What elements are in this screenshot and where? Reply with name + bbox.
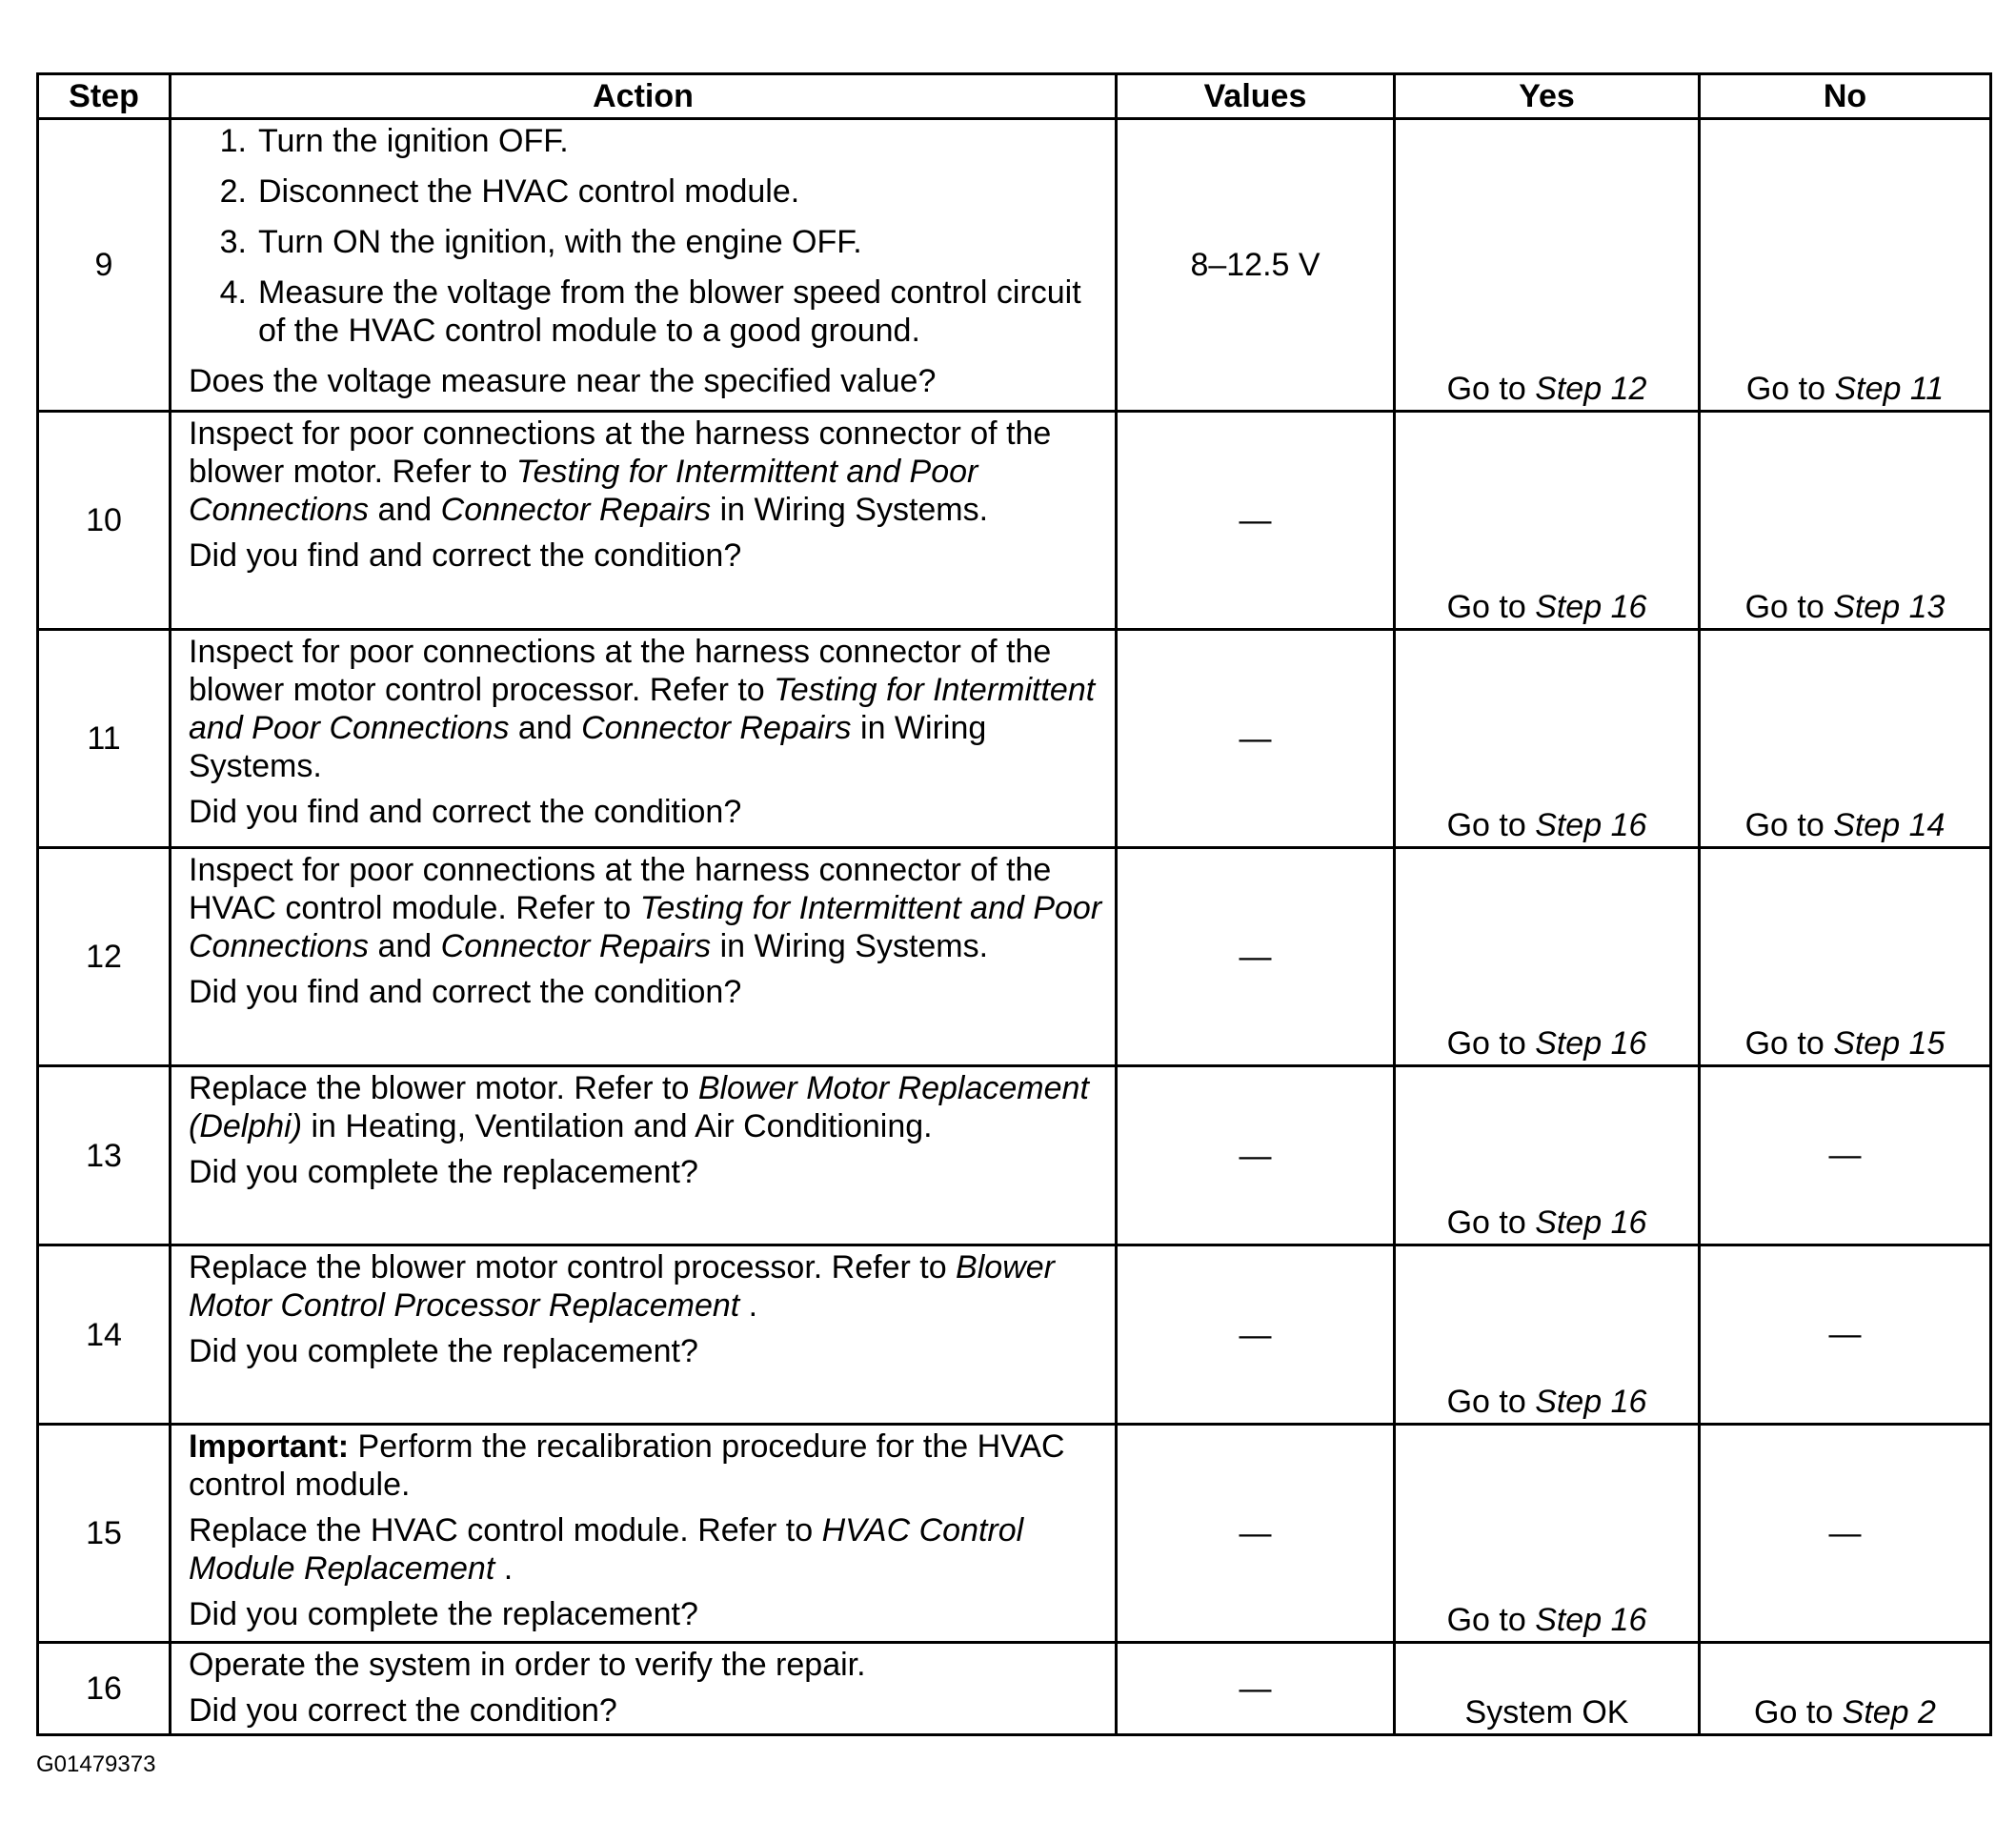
value-cell: —	[1117, 1245, 1395, 1425]
table-row	[38, 1643, 1991, 1735]
action-paragraph	[189, 1646, 1105, 1684]
action-question: Does the voltage measure near the specified value?	[189, 363, 937, 399]
nav-text: Go to	[1744, 807, 1834, 843]
action-cell	[171, 1245, 1117, 1425]
action-text: Replace the blower motor. Refer to	[189, 1070, 698, 1106]
value-cell: —	[1117, 1643, 1395, 1735]
table-row	[38, 412, 1991, 630]
reference-link[interactable]: Connector Repairs	[581, 710, 852, 746]
action-text: Perform the recalibration procedure for the HVAC control module.	[189, 1428, 1065, 1503]
no-cell	[1700, 412, 1991, 630]
nav-text: Go to	[1745, 371, 1835, 407]
action-text: Inspect for poor connections at the harness connector of the blower motor control processor. Refer to	[189, 634, 1052, 708]
action-question: Did you complete the replacement?	[189, 1154, 698, 1190]
table-row	[38, 848, 1991, 1066]
step-link[interactable]: Step 14	[1833, 807, 1945, 843]
reference-link[interactable]: Connector Repairs	[440, 928, 712, 964]
step-number: 11	[38, 630, 171, 848]
value-cell: —	[1117, 1425, 1395, 1643]
action-text: in Wiring Systems.	[711, 492, 989, 528]
nav-text: Go to	[1744, 589, 1834, 625]
table-row	[38, 119, 1991, 412]
yes-cell	[1395, 1245, 1700, 1425]
nav-text: Go to	[1744, 1025, 1834, 1062]
nav-text: Go to	[1446, 807, 1536, 843]
list-item	[189, 223, 1105, 261]
action-cell	[171, 1425, 1117, 1643]
yes-cell	[1395, 412, 1700, 630]
step-link[interactable]: Step 16	[1535, 1025, 1647, 1062]
value-cell: —	[1117, 630, 1395, 848]
action-text: .	[739, 1287, 758, 1324]
yes-cell	[1395, 1066, 1700, 1245]
nav-text: Go to	[1446, 1025, 1536, 1062]
action-cell	[171, 1066, 1117, 1245]
value-cell: —	[1117, 848, 1395, 1066]
action-cell	[171, 119, 1117, 412]
header-no: No	[1700, 74, 1991, 119]
list-item	[189, 172, 1105, 211]
table-row	[38, 1425, 1991, 1643]
action-cell	[171, 1643, 1117, 1735]
important-label: Important:	[189, 1428, 350, 1465]
list-number: 1.	[219, 123, 247, 159]
action-paragraph	[189, 1427, 1105, 1504]
reference-link[interactable]: Connector Repairs	[440, 492, 712, 528]
nav-text: Go to	[1446, 371, 1536, 407]
nav-text: —	[1828, 1514, 1862, 1551]
step-link[interactable]: Step 16	[1535, 1384, 1647, 1420]
table-row	[38, 630, 1991, 848]
diagnostic-table	[36, 72, 1992, 1736]
reference-link[interactable]: Testing for Intermittent and Poor Connections	[189, 454, 978, 528]
action-question: Did you complete the replacement?	[189, 1333, 698, 1369]
header-row	[38, 74, 1991, 119]
action-text: Replace the blower motor control processor. Refer to	[189, 1249, 957, 1285]
list-text: Measure the voltage from the blower speed control circuit of the HVAC control module to a good ground.	[258, 274, 1081, 349]
step-number: 9	[38, 119, 171, 412]
value-cell: 8–12.5 V	[1117, 119, 1395, 412]
step-number: 12	[38, 848, 171, 1066]
reference-link[interactable]: Testing for Intermittent and Poor Connections	[189, 890, 1102, 964]
action-text: Inspect for poor connections at the harness connector of the blower motor. Refer to	[189, 415, 1052, 490]
nav-text: Go to	[1446, 589, 1536, 625]
list-number: 3.	[219, 224, 247, 260]
header-step: Step	[38, 74, 171, 119]
table-row	[38, 1245, 1991, 1425]
yes-cell	[1395, 119, 1700, 412]
value-cell: —	[1117, 1066, 1395, 1245]
diagnostic-table-container	[36, 72, 1989, 1736]
nav-text: System OK	[1464, 1694, 1629, 1731]
no-cell	[1700, 630, 1991, 848]
yes-cell	[1395, 848, 1700, 1066]
action-text: in Wiring Systems.	[189, 710, 987, 784]
table-body	[38, 119, 1991, 1735]
action-question: Did you find and correct the condition?	[189, 794, 742, 830]
list-text: Disconnect the HVAC control module.	[258, 173, 800, 210]
step-link[interactable]: Step 2	[1842, 1694, 1936, 1731]
figure-id: G01479373	[36, 1751, 156, 1777]
nav-text: Go to	[1754, 1694, 1843, 1731]
no-cell	[1700, 1066, 1991, 1245]
header-action: Action	[171, 74, 1117, 119]
action-paragraph	[189, 1248, 1105, 1325]
action-text: .	[494, 1550, 514, 1587]
step-number: 14	[38, 1245, 171, 1425]
action-list	[189, 122, 1105, 350]
table-row	[38, 1066, 1991, 1245]
nav-text: Go to	[1446, 1602, 1536, 1638]
reference-link[interactable]: Blower Motor Replacement (Delphi)	[189, 1070, 1089, 1144]
step-number: 16	[38, 1643, 171, 1735]
action-question: Did you find and correct the condition?	[189, 537, 742, 574]
step-number: 10	[38, 412, 171, 630]
step-link[interactable]: Step 11	[1834, 371, 1945, 407]
list-number: 2.	[219, 173, 247, 210]
yes-cell	[1395, 1425, 1700, 1643]
action-text: in Wiring Systems.	[711, 928, 989, 964]
action-text: Replace the HVAC control module. Refer to	[189, 1512, 822, 1548]
step-link[interactable]: Step 16	[1535, 589, 1647, 625]
nav-text: —	[1828, 1137, 1862, 1173]
step-link[interactable]: Step 13	[1833, 589, 1945, 625]
nav-text: Go to	[1446, 1384, 1536, 1420]
no-cell	[1700, 1245, 1991, 1425]
list-item	[189, 122, 1105, 160]
reference-link[interactable]: HVAC Control Module Replacement	[189, 1512, 1024, 1587]
action-paragraph	[189, 851, 1105, 965]
no-cell	[1700, 119, 1991, 412]
action-text: and	[369, 928, 441, 964]
nav-text: Go to	[1446, 1204, 1536, 1241]
step-link[interactable]: Step 15	[1833, 1025, 1945, 1062]
step-link[interactable]: Step 16	[1535, 1204, 1647, 1241]
action-cell	[171, 848, 1117, 1066]
reference-link[interactable]: Testing for Intermittent and Poor Connections	[189, 672, 1096, 746]
action-cell	[171, 630, 1117, 848]
header-values: Values	[1117, 74, 1395, 119]
action-text: Inspect for poor connections at the harness connector of the HVAC control module. Refer to	[189, 852, 1052, 926]
no-cell	[1700, 848, 1991, 1066]
step-link[interactable]: Step 12	[1535, 371, 1647, 407]
yes-cell	[1395, 630, 1700, 848]
step-link[interactable]: Step 16	[1535, 1602, 1647, 1638]
action-text: in Heating, Ventilation and Air Conditioning.	[302, 1108, 933, 1144]
list-text: Turn the ignition OFF.	[258, 123, 569, 159]
header-yes: Yes	[1395, 74, 1700, 119]
step-number: 13	[38, 1066, 171, 1245]
step-number: 15	[38, 1425, 171, 1643]
action-cell	[171, 412, 1117, 630]
action-text: Operate the system in order to verify the repair.	[189, 1647, 866, 1683]
list-item	[189, 273, 1105, 350]
action-text: and	[369, 492, 441, 528]
nav-text: —	[1828, 1316, 1862, 1352]
action-paragraph	[189, 1511, 1105, 1588]
reference-link[interactable]: Blower Motor Control Processor Replacement	[189, 1249, 1055, 1324]
action-question: Did you find and correct the condition?	[189, 974, 742, 1010]
yes-cell	[1395, 1643, 1700, 1735]
action-paragraph	[189, 633, 1105, 785]
action-question: Did you complete the replacement?	[189, 1596, 698, 1632]
value-cell: —	[1117, 412, 1395, 630]
list-text: Turn ON the ignition, with the engine OFF.	[258, 224, 862, 260]
action-text: and	[509, 710, 582, 746]
action-paragraph	[189, 1069, 1105, 1145]
step-link[interactable]: Step 16	[1535, 807, 1647, 843]
list-number: 4.	[219, 274, 247, 311]
no-cell	[1700, 1643, 1991, 1735]
action-question: Did you correct the condition?	[189, 1692, 617, 1729]
action-paragraph	[189, 415, 1105, 529]
no-cell	[1700, 1425, 1991, 1643]
